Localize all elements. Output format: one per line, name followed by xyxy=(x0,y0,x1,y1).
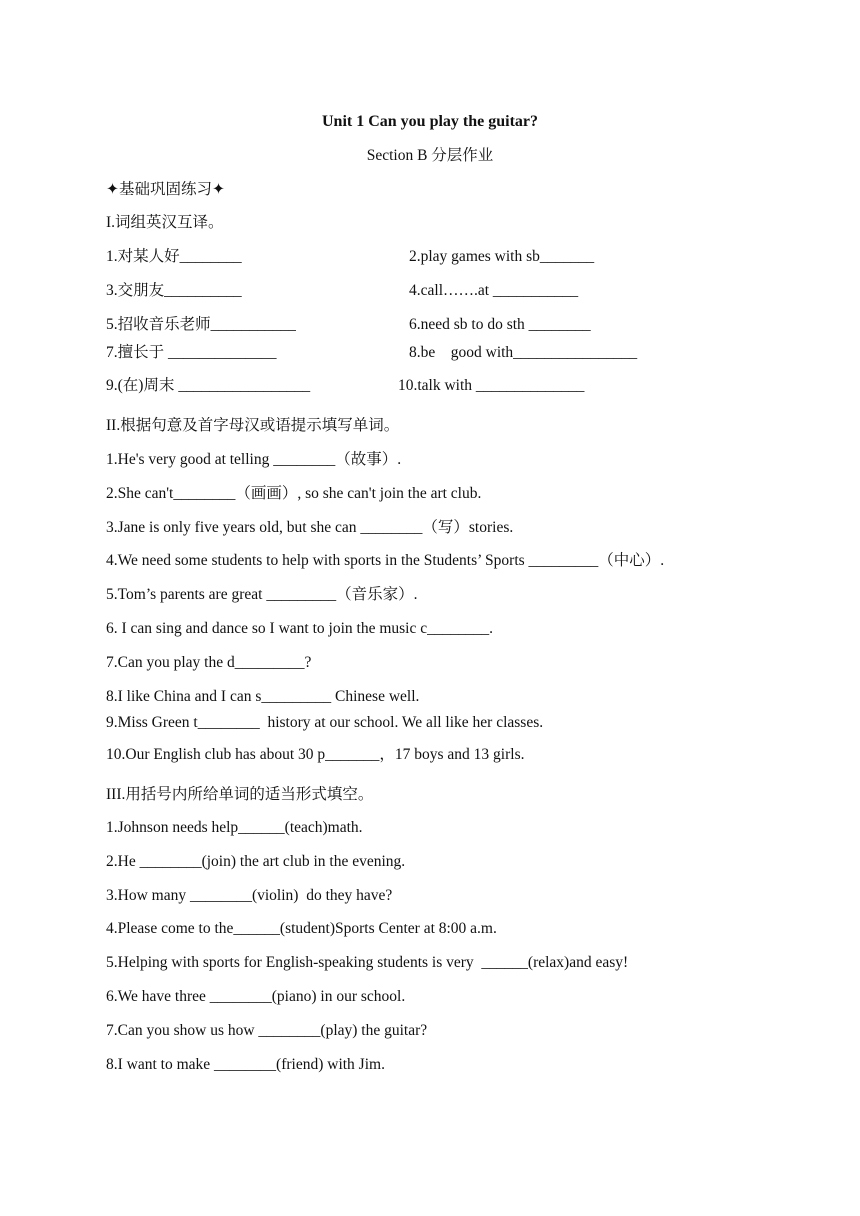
phrase-item: 9.(在)周末 _________________ xyxy=(106,377,311,394)
phrase-item: 3.交朋友__________ xyxy=(106,282,242,299)
question-item: 5.Helping with sports for English-speaking students is very ______(relax)and easy! xyxy=(106,954,629,971)
question-item: 4.We need some students to help with sports in the Students’ Sports _________（中心）. xyxy=(106,552,665,569)
page-title: Unit 1 Can you play the guitar? xyxy=(321,113,539,130)
question-item: 5.Tom’s parents are great _________（音乐家）. xyxy=(106,586,418,603)
question-item: 10.Our English club has about 30 p_______，17 boys and 13 girls. xyxy=(106,746,525,763)
section-1-heading: I.词组英汉互译。 xyxy=(106,214,224,231)
section-2-heading: II.根据句意及首字母汉或语提示填写单词。 xyxy=(106,417,400,434)
page-subtitle: Section B 分层作业 xyxy=(366,147,494,164)
question-item: 7.Can you show us how ________(play) the guitar? xyxy=(106,1022,428,1039)
question-item: 6. I can sing and dance so I want to join the music c________. xyxy=(106,620,493,637)
question-item: 8.I want to make ________(friend) with Jim. xyxy=(106,1056,385,1073)
phrase-item: 4.call…….at ___________ xyxy=(409,282,579,299)
phrase-item: 2.play games with sb_______ xyxy=(409,248,595,265)
section-3-heading: III.用括号内所给单词的适当形式填空。 xyxy=(106,786,374,803)
question-item: 2.He ________(join) the art club in the evening. xyxy=(106,853,406,870)
question-item: 1.He's very good at telling ________（故事）. xyxy=(106,451,402,468)
question-item: 4.Please come to the______(student)Sports Center at 8:00 a.m. xyxy=(106,920,497,937)
level-heading: ✦基础巩固练习✦ xyxy=(106,181,225,198)
question-item: 2.She can't________（画画）, so she can't join the art club. xyxy=(106,485,482,502)
phrase-item: 10.talk with ______________ xyxy=(398,377,585,394)
question-item: 7.Can you play the d_________? xyxy=(106,654,312,671)
phrase-item: 6.need sb to do sth ________ xyxy=(409,316,591,333)
question-item: 8.I like China and I can s_________ Chinese well. xyxy=(106,688,420,705)
question-item: 3.How many ________(violin) do they have? xyxy=(106,887,393,904)
phrase-item: 7.擅长于 ______________ xyxy=(106,344,277,361)
question-item: 6.We have three ________(piano) in our school. xyxy=(106,988,406,1005)
phrase-item: 5.招收音乐老师___________ xyxy=(106,316,296,333)
question-item: 3.Jane is only five years old, but she can ________（写）stories. xyxy=(106,519,514,536)
question-item: 9.Miss Green t________ history at our school. We all like her classes. xyxy=(106,714,544,731)
question-item: 1.Johnson needs help______(teach)math. xyxy=(106,819,363,836)
phrase-item: 8.be good with________________ xyxy=(409,344,638,361)
phrase-item: 1.对某人好________ xyxy=(106,248,242,265)
